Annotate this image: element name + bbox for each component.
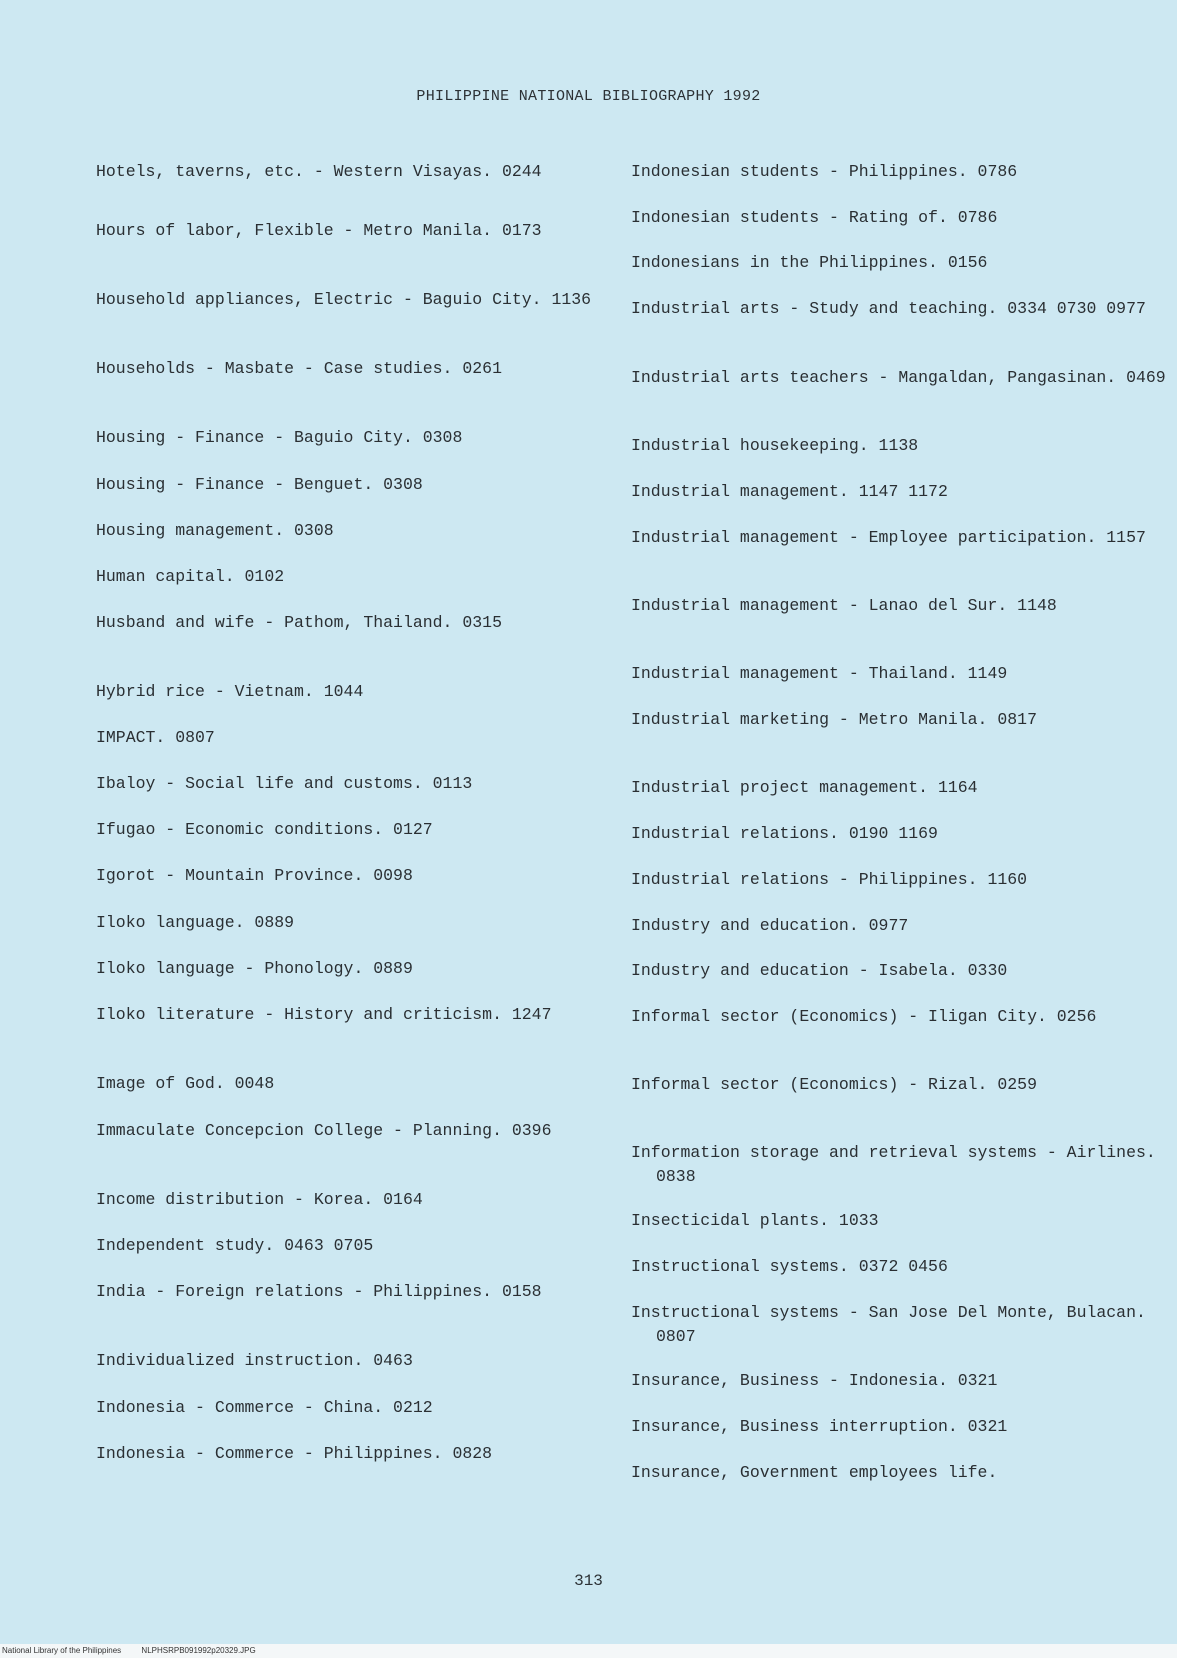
index-entry: Igorot - Mountain Province. 0098 <box>96 866 413 885</box>
index-entry: Industrial management. 1147 1172 <box>631 482 948 501</box>
index-entry: Immaculate Concepcion College - Planning. 0396 <box>96 1121 552 1140</box>
index-entry: Household appliances, Electric - Baguio City. 1136 <box>96 290 592 309</box>
index-entry: Iloko language. 0889 <box>96 913 295 932</box>
index-entry: Industrial arts - Study and teaching. 0334 0730 0977 <box>631 299 1146 318</box>
index-entry: Industrial project management. 1164 <box>631 778 978 797</box>
index-entry: Indonesia - Commerce - Philippines. 0828 <box>96 1444 493 1463</box>
index-entry: Housing - Finance - Baguio City. 0308 <box>96 428 463 447</box>
index-entry: Insecticidal plants. 1033 <box>631 1211 879 1230</box>
index-entry: Information storage and retrieval systems - Airlines. 0838 <box>631 1143 1166 1186</box>
index-entry: Indonesians in the Philippines. 0156 <box>631 253 988 272</box>
index-entry: Insurance, Government employees life. <box>631 1463 998 1482</box>
index-entry: Industrial relations - Philippines. 1160 <box>631 870 1028 889</box>
index-entry: Ibaloy - Social life and customs. 0113 <box>96 774 473 793</box>
index-entry: Informal sector (Economics) - Iligan City. 0256 <box>631 1007 1097 1026</box>
index-entry: Ifugao - Economic conditions. 0127 <box>96 820 433 839</box>
index-entry: Industry and education. 0977 <box>631 916 909 935</box>
index-entry: Industrial housekeeping. 1138 <box>631 436 919 455</box>
index-entry: Insurance, Business - Indonesia. 0321 <box>631 1371 998 1390</box>
scan-filename: NLPHSRPB091992p20329.JPG <box>141 1646 256 1655</box>
index-entry: Indonesia - Commerce - China. 0212 <box>96 1398 433 1417</box>
index-entry: Hotels, taverns, etc. - Western Visayas. 0244 <box>96 162 542 181</box>
index-entry: Instructional systems. 0372 0456 <box>631 1257 948 1276</box>
index-entry: Income distribution - Korea. 0164 <box>96 1190 423 1209</box>
index-entry: Industrial management - Thailand. 1149 <box>631 664 1008 683</box>
index-entry: Industrial management - Employee participation. 1157 <box>631 528 1146 547</box>
index-entry: Industrial relations. 0190 1169 <box>631 824 938 843</box>
index-entry: Individualized instruction. 0463 <box>96 1351 413 1370</box>
index-entry: Indonesian students - Philippines. 0786 <box>631 162 1018 181</box>
index-entry: Indonesian students - Rating of. 0786 <box>631 208 998 227</box>
scan-credit-bar <box>0 1644 1177 1658</box>
index-entry: Industrial arts teachers - Mangaldan, Pangasinan. 0469 <box>631 368 1166 387</box>
running-head: PHILIPPINE NATIONAL BIBLIOGRAPHY 1992 <box>416 88 761 105</box>
index-entry: India - Foreign relations - Philippines. 0158 <box>96 1282 542 1301</box>
index-entry: Human capital. 0102 <box>96 567 285 586</box>
index-entry: Households - Masbate - Case studies. 0261 <box>96 359 502 378</box>
index-entry: Iloko literature - History and criticism. 1247 <box>96 1005 552 1024</box>
index-entry: Iloko language - Phonology. 0889 <box>96 959 413 978</box>
index-entry: Informal sector (Economics) - Rizal. 0259 <box>631 1075 1037 1094</box>
index-entry: Industry and education - Isabela. 0330 <box>631 961 1008 980</box>
index-entry: Housing management. 0308 <box>96 521 334 540</box>
index-entry: Housing - Finance - Benguet. 0308 <box>96 475 423 494</box>
index-entry: Husband and wife - Pathom, Thailand. 0315 <box>96 613 502 632</box>
index-entry: Hybrid rice - Vietnam. 1044 <box>96 682 364 701</box>
index-entry: Instructional systems - San Jose Del Monte, Bulacan. 0807 <box>631 1303 1156 1346</box>
index-entry: Insurance, Business interruption. 0321 <box>631 1417 1008 1436</box>
index-entry: Independent study. 0463 0705 <box>96 1236 374 1255</box>
index-entry: Industrial marketing - Metro Manila. 0817 <box>631 710 1037 729</box>
page-number: 313 <box>574 1572 603 1590</box>
index-entry: IMPACT. 0807 <box>96 728 215 747</box>
index-entry: Industrial management - Lanao del Sur. 1148 <box>631 596 1057 615</box>
index-entry: Hours of labor, Flexible - Metro Manila. 0173 <box>96 221 542 240</box>
library-credit: National Library of the Philippines <box>2 1646 122 1655</box>
index-entry: Image of God. 0048 <box>96 1074 275 1093</box>
